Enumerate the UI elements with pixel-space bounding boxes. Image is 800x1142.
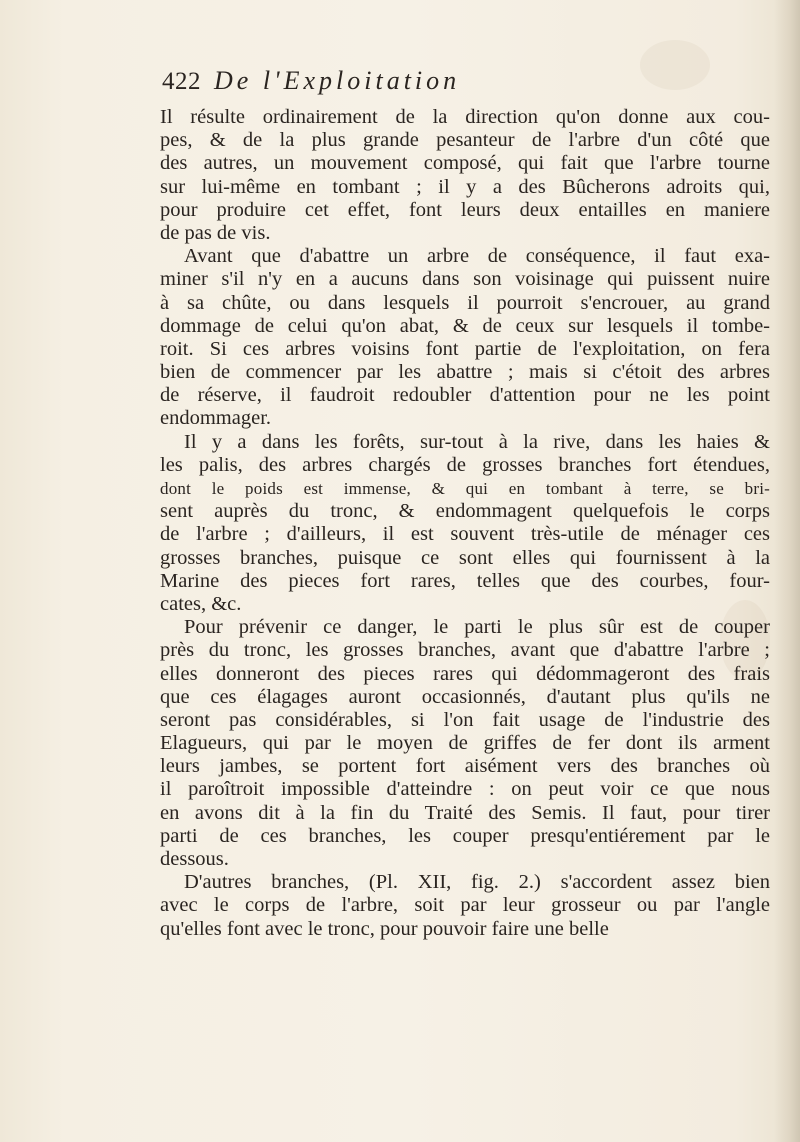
running-title: De l'Exploitation [214, 66, 461, 95]
text-line: cates, &c. [160, 592, 242, 615]
text-line: leurs jambes, se portent fort aisément vers des branches où [160, 755, 770, 778]
text-line: il paroîtroit impossible d'atteindre : on peut voir ce que nous [160, 778, 770, 801]
text-line: Avant que d'abattre un arbre de conséquence, il faut exa- [184, 245, 770, 268]
text-line: de pas de vis. [160, 221, 271, 244]
text-line: miner s'il n'y en a aucuns dans son voisinage qui puissent nuire [160, 268, 770, 291]
text-line: en avons dit à la fin du Traité des Semis. Il faut, pour tirer [160, 801, 770, 824]
text-line: Elagueurs, qui par le moyen de griffes de fer dont ils arment [160, 732, 770, 755]
text-line: de l'arbre ; d'ailleurs, il est souvent très-utile de ménager ces [160, 523, 770, 546]
text-line: que ces élagages auront occasionnés, d'autant plus qu'ils ne [160, 685, 770, 708]
text-line: pes, & de la plus grande pesanteur de l'arbre d'un côté que [160, 129, 770, 152]
text-line: Il résulte ordinairement de la direction qu'on donne aux cou- [160, 106, 770, 128]
text-line: des autres, un mouvement composé, qui fait que l'arbre tourne [160, 152, 770, 175]
text-line: sur lui-même en tombant ; il y a des Bûcherons adroits qui, [160, 175, 770, 198]
text-line: les palis, des arbres chargés de grosses branches fort étendues, [160, 453, 770, 476]
text-line: Il y a dans les forêts, sur-tout à la rive, dans les haies & [184, 430, 770, 453]
text-line: à sa chûte, ou dans lesquels il pourroit s'encrouer, au grand [160, 291, 770, 314]
text-line: D'autres branches, (Pl. XII, fig. 2.) s'accordent assez bien [184, 871, 770, 894]
text-line: Marine des pieces fort rares, telles que des courbes, four- [160, 569, 770, 592]
text-line: elles donneront des pieces rares qui dédommageront des frais [160, 662, 770, 685]
page-header [162, 66, 762, 106]
page-edge-shadow [774, 0, 800, 1142]
text-line: sent auprès du tronc, & endommagent quelquefois le corps [160, 500, 770, 523]
body-text [160, 106, 770, 941]
text-line: dommage de celui qu'on abat, & de ceux sur lesquels il tombe- [160, 314, 770, 337]
text-line: qu'elles font avec le tronc, pour pouvoir faire une belle [160, 917, 609, 940]
text-line: endommager. [160, 407, 272, 430]
text-line: seront pas considérables, si l'on fait usage de l'industrie des [160, 708, 770, 731]
text-line: près du tronc, les grosses branches, avant que d'abattre l'arbre ; [160, 639, 770, 662]
text-line: grosses branches, puisque ce sont elles qui fournissent à la [160, 546, 770, 569]
text-line: roit. Si ces arbres voisins font partie de l'exploitation, on fera [160, 337, 770, 360]
text-line: pour produire cet effet, font leurs deux entailles en maniere [160, 198, 770, 221]
page-number: 422 [162, 68, 201, 95]
text-line: dont le poids est immense, & qui en tombant à terre, se bri- [160, 479, 770, 498]
text-line: avec le corps de l'arbre, soit par leur grosseur ou par l'angle [160, 894, 770, 917]
text-line: de réserve, il faudroit redoubler d'attention pour ne les point [160, 384, 770, 407]
text-line: Pour prévenir ce danger, le parti le plus sûr est de couper [184, 616, 770, 639]
text-line: parti de ces branches, les couper presqu'entiérement par le [160, 824, 770, 847]
text-line: bien de commencer par les abattre ; mais si c'étoit des arbres [160, 361, 770, 384]
text-line: dessous. [160, 848, 229, 870]
